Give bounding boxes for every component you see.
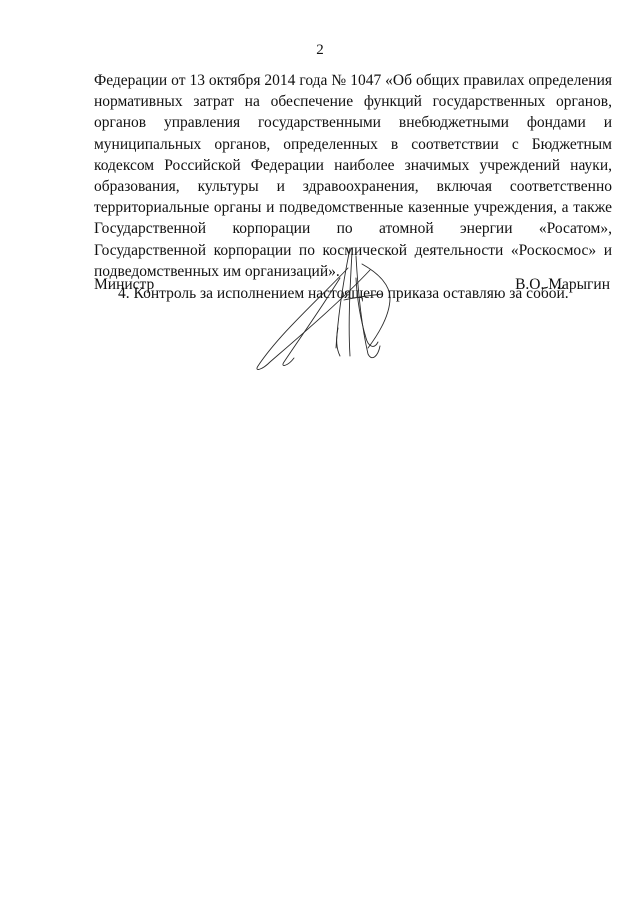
signatory-position: Министр: [94, 276, 155, 293]
paragraph-continuation: Федерации от 13 октября 2014 года № 1047 «Об общих правилах определения нормативных затрат на обеспечение функций государственных органов, органов управления государственными внебюджетными фондами и муниципальных органов, определенных в соответствии с Бюджетным кодексом Российской Федерации наиболее значимых учреждений науки, образования, культуры и здравоохранения, включая соответственно территориальные органы и подведомственные казенные учреждения, а также Государственной корпорации по атомной энергии «Росатом», Государственной корпорации по космической деятельности «Роскосмос» и подведомственных им организаций».: [94, 72, 612, 280]
handwritten-signature: [240, 238, 430, 378]
paragraph-item-4: 4. Контроль за исполнением настоящего приказа оставляю за собой.: [118, 285, 569, 303]
page-number: 2: [316, 42, 324, 58]
signatory-name: В.О. Марыгин: [515, 276, 610, 293]
